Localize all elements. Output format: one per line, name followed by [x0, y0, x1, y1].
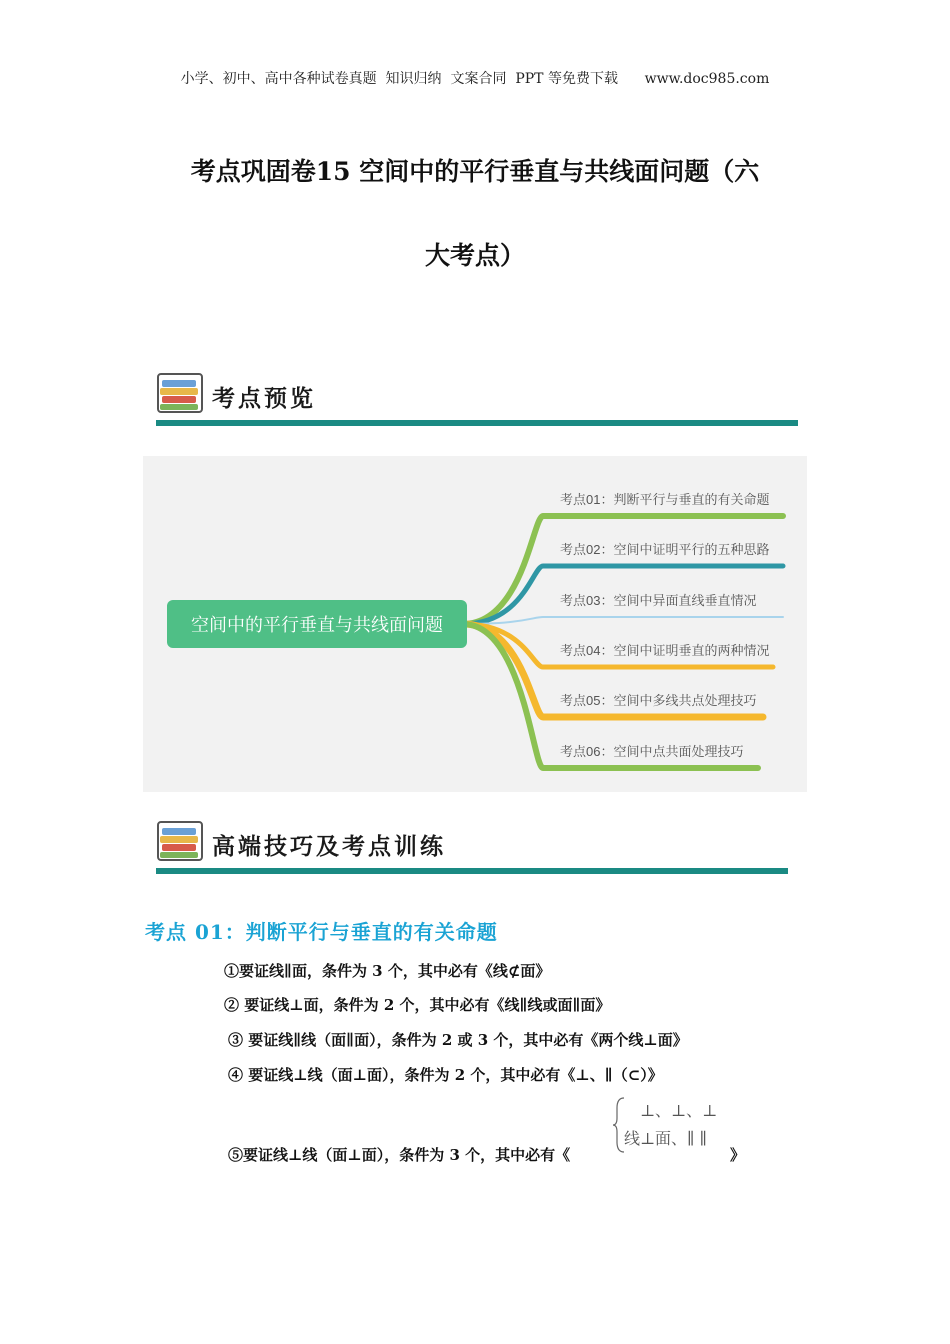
topic-heading: 考点 01：判断平行与垂直的有关命题 — [145, 920, 498, 944]
page-header: 小学、初中、高中各种试卷真题 知识归纳 文案合同 PPT 等免费下载 www.doc985.com — [180, 71, 770, 87]
condition-1: ①要证线∥面，条件为 3 个，其中必有《线⊄面》 — [224, 962, 551, 980]
books-icon — [156, 820, 208, 864]
mindmap-branch-label-1: 考点01：判断平行与垂直的有关命题 — [560, 492, 770, 507]
books-icon — [156, 372, 208, 416]
page-title-line2: 大考点） — [424, 241, 525, 270]
page-title-line1: 考点巩固卷15 空间中的平行垂直与共线面问题（六 — [190, 157, 760, 186]
condition-5-close: 》 — [730, 1146, 746, 1164]
brace-row-2: 线⊥面、∥ ∥ — [624, 1129, 707, 1148]
section-title-preview: 考点预览 — [212, 385, 316, 412]
section-banner-preview — [156, 372, 798, 420]
section-divider — [156, 868, 788, 874]
condition-3: ③ 要证线∥线（面∥面），条件为 2 或 3 个，其中必有《两个线⊥面》 — [228, 1031, 688, 1049]
condition-4: ④ 要证线⊥线（面⊥面），条件为 2 个，其中必有《⊥、∥（⊂）》 — [228, 1066, 663, 1084]
section-title-training: 高端技巧及考点训练 — [212, 833, 446, 860]
mindmap-canvas — [143, 456, 807, 792]
condition-5: ⑤要证线⊥线（面⊥面），条件为 3 个，其中必有《 — [228, 1146, 571, 1164]
mindmap — [143, 456, 807, 792]
mindmap-branch-label-3: 考点03：空间中异面直线垂直情况 — [560, 593, 757, 608]
mindmap-branch-line-3 — [463, 617, 783, 624]
section-banner-training — [156, 820, 788, 868]
mindmap-branch-label-2: 考点02：空间中证明平行的五种思路 — [560, 542, 770, 557]
condition-2: ② 要证线⊥面，条件为 2 个，其中必有《线∥线或面∥面》 — [224, 996, 611, 1014]
mindmap-branch-label-4: 考点04：空间中证明垂直的两种情况 — [560, 643, 770, 658]
mindmap-branch-label-5: 考点05：空间中多线共点处理技巧 — [560, 693, 757, 708]
brace-row-1: ⊥、⊥、⊥ — [640, 1101, 718, 1120]
section-divider — [156, 420, 798, 426]
mindmap-branch-label-6: 考点06：空间中点共面处理技巧 — [560, 744, 744, 759]
mindmap-center-label: 空间中的平行垂直与共线面问题 — [191, 615, 443, 635]
